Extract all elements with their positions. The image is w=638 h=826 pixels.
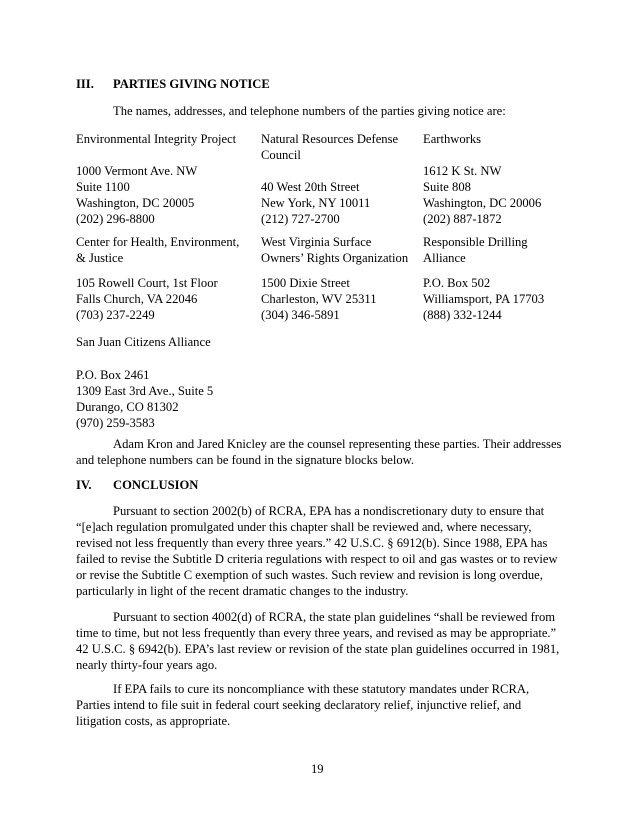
party-address-line: Washington, DC 20006 <box>423 196 542 210</box>
party-address-block <box>423 163 541 227</box>
counsel-paragraph <box>76 436 561 468</box>
party-block <box>423 131 481 147</box>
paragraph-line: Pursuant to section 4002(d) of RCRA, the state plan guidelines “shall be reviewed from <box>113 610 556 624</box>
paragraph-line: Adam Kron and Jared Knicley are the counsel representing these parties. Their addresses <box>113 437 562 451</box>
paragraph-line: time to time, but not less frequently than every three years, and revised as may be appropriate.” <box>76 626 557 640</box>
party-phone: (304) 346-5891 <box>261 308 340 322</box>
section-3-intro: The names, addresses, and telephone numbers of the parties giving notice are: <box>113 104 506 118</box>
paragraph-line: “[e]ach regulation promulgated under this chapter shall be reviewed and, where necessary, <box>76 520 532 534</box>
conclusion-paragraph-1 <box>76 503 558 599</box>
party-address-line: Washington, DC 20005 <box>76 196 195 210</box>
party-address-line: 40 West 20th Street <box>261 180 360 194</box>
party-address-line: Charleston, WV 25311 <box>261 292 377 306</box>
paragraph-line: If EPA fails to cure its noncompliance with these statutory mandates under RCRA, <box>113 682 530 696</box>
party-address-line: 1612 K St. NW <box>423 164 502 178</box>
party-name: Alliance <box>423 251 466 265</box>
party-address-line: 105 Rowell Court, 1st Floor <box>76 276 218 290</box>
party-block <box>76 131 236 147</box>
paragraph-line: and telephone numbers can be found in the signature blocks below. <box>76 453 415 467</box>
party-name: Environmental Integrity Project <box>76 132 237 146</box>
party-address-block <box>423 275 544 323</box>
party-address-line: Falls Church, VA 22046 <box>76 292 198 306</box>
party-phone: (202) 887-1872 <box>423 212 502 226</box>
paragraph-line: Parties intend to file suit in federal court seeking declaratory relief, injunctive relief, and <box>76 698 522 712</box>
party-name: West Virginia Surface <box>261 235 372 249</box>
party-address-block <box>261 179 370 227</box>
party-address-line: New York, NY 10011 <box>261 196 371 210</box>
party-block <box>261 234 408 266</box>
paragraph-line: nearly thirty-four years ago. <box>76 658 218 672</box>
party-block <box>423 234 528 266</box>
party-name: Council <box>261 148 301 162</box>
conclusion-paragraph-3 <box>76 681 529 729</box>
section-4-title: CONCLUSION <box>113 478 199 492</box>
party-name: Earthworks <box>423 132 482 146</box>
party-name: Responsible Drilling <box>423 235 528 249</box>
section-3-title: PARTIES GIVING NOTICE <box>113 77 270 91</box>
party-phone: (888) 332-1244 <box>423 308 502 322</box>
party-name: San Juan Citizens Alliance <box>76 335 211 349</box>
paragraph-line: litigation costs, as appropriate. <box>76 714 231 728</box>
party-block <box>76 234 239 266</box>
party-name: Natural Resources Defense <box>261 132 399 146</box>
page-number: 19 <box>311 762 324 776</box>
party-name: Owners’ Rights Organization <box>261 251 409 265</box>
party-phone: (202) 296-8800 <box>76 212 155 226</box>
paragraph-line: 42 U.S.C. § 6942(b). EPA’s last review or revision of the state plan guidelines occurred in 1981, <box>76 642 560 656</box>
paragraph-line: Pursuant to section 2002(b) of RCRA, EPA has a nondiscretionary duty to ensure that <box>113 504 545 518</box>
party-block <box>261 131 398 163</box>
party-block <box>76 334 211 350</box>
paragraph-line: particularly in light of the recent dramatic changes to the industry. <box>76 584 409 598</box>
section-3-number: III. <box>76 77 94 91</box>
party-address-block <box>76 367 213 431</box>
party-address-line: 1000 Vermont Ave. NW <box>76 164 198 178</box>
party-address-block <box>76 275 218 323</box>
party-address-line: 1309 East 3rd Ave., Suite 5 <box>76 384 214 398</box>
party-phone: (703) 237-2249 <box>76 308 155 322</box>
party-phone: (212) 727-2700 <box>261 212 340 226</box>
party-address-line: Suite 1100 <box>76 180 130 194</box>
paragraph-line: failed to revise the Subtitle D criteria regulations with respect to oil and gas wastes or to review <box>76 552 558 566</box>
party-address-block <box>76 163 197 227</box>
conclusion-paragraph-2 <box>76 609 559 673</box>
party-address-line: P.O. Box 502 <box>423 276 491 290</box>
party-address-line: Durango, CO 81302 <box>76 400 179 414</box>
party-name: & Justice <box>76 251 124 265</box>
paragraph-line: or revise the Subtitle C exemption of such wastes. Such review and revision is long overdue, <box>76 568 543 582</box>
party-address-block <box>261 275 377 323</box>
section-4-number: IV. <box>76 478 92 492</box>
party-address-line: Williamsport, PA 17703 <box>423 292 545 306</box>
party-address-line: P.O. Box 2461 <box>76 368 150 382</box>
party-name: Center for Health, Environment, <box>76 235 240 249</box>
party-address-line: 1500 Dixie Street <box>261 276 350 290</box>
party-address-line: Suite 808 <box>423 180 471 194</box>
paragraph-line: revised not less frequently than every three years.” 42 U.S.C. § 6912(b). Since 1988, EPA has <box>76 536 548 550</box>
party-phone: (970) 259-3583 <box>76 416 155 430</box>
